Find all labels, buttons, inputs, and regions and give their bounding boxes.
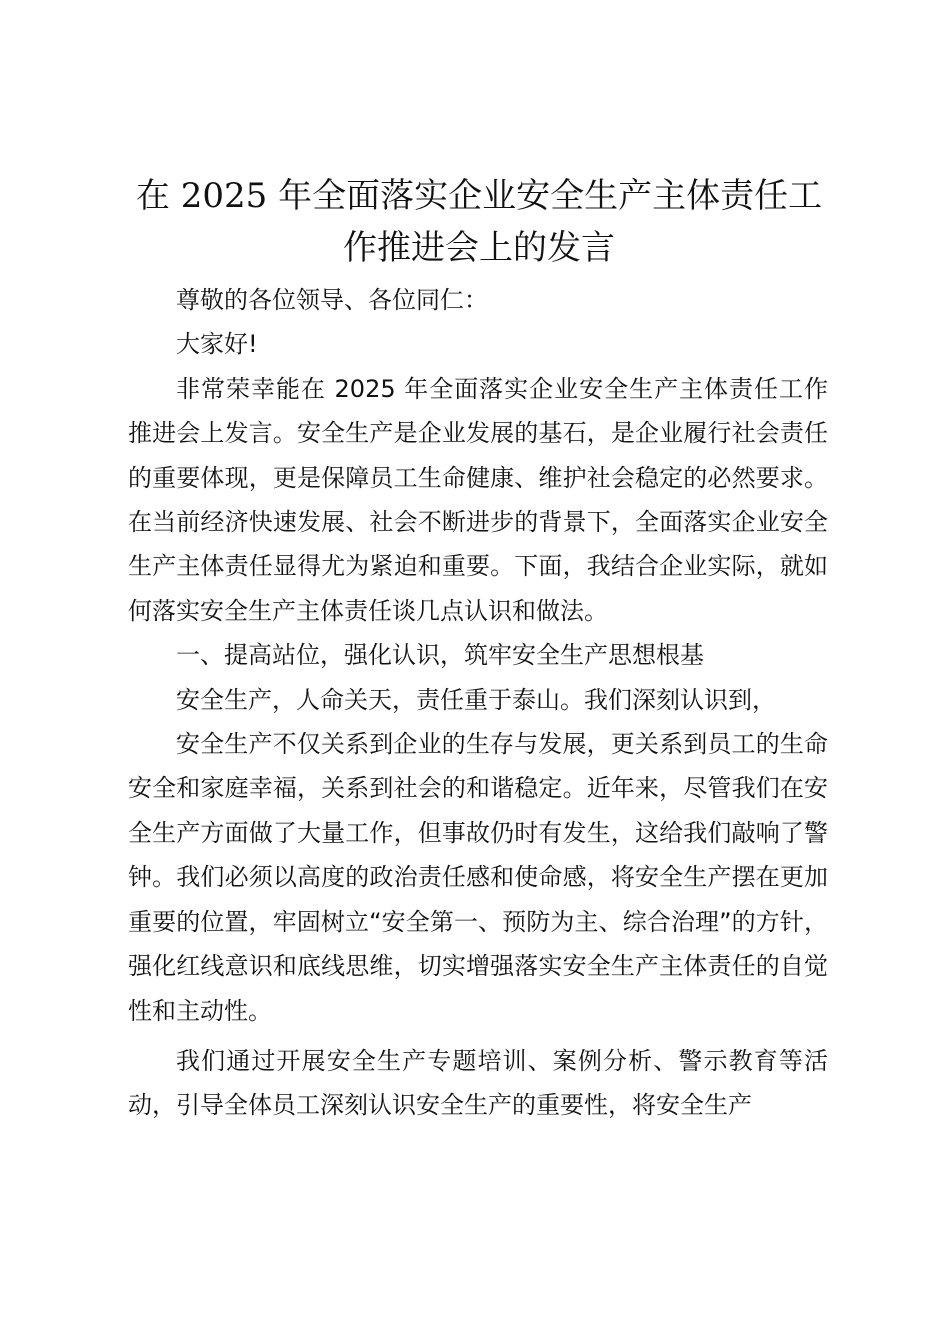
- paragraph-section1-body: 安全生产不仅关系到企业的生存与发展，更关系到员工的生命安全和家庭幸福，关系到社会的和谐稳定。近年来，尽管我们在安全生产方面做了大量工作，但事故仍时有发生，这给我们敲响了警钟。我们必须以高度的政治责任感和使命感，将安全生产摆在更加重要的位置，牢固树立“安全第一、预防为主、综合治理”的方针，强化红线意识和底线思维，切实增强落实安全生产主体责任的自觉性和主动性。: [128, 730, 828, 1025]
- salutation: 尊敬的各位领导、各位同仁：: [176, 286, 488, 314]
- title-line-1: 在 2025 年全面落实企业安全生产主体责任工: [135, 176, 823, 216]
- document-title: [128, 170, 830, 274]
- paragraph-section1-lead: 安全生产，人命关天，责任重于泰山。我们深刻认识到，: [176, 685, 776, 714]
- paragraph-section1-training: 我们通过开展安全生产专题培训、案例分析、警示教育等活动，引导全体员工深刻认识安全生产的重要性，将安全生产: [128, 1046, 828, 1120]
- title-line-2: 作推进会上的发言: [343, 228, 615, 268]
- document-body: [128, 278, 828, 1128]
- greeting: 大家好!: [176, 330, 258, 359]
- paragraph-intro: 非常荣幸能在 2025 年全面落实企业安全生产主体责任工作推进会上发言。安全生产是企业发展的基石，是企业履行社会责任的重要体现，更是保障员工生命健康、维护社会稳定的必然要求。在当前经济快速发展、社会不断进步的背景下，全面落实企业安全生产主体责任显得尤为紧迫和重要。下面，我结合企业实际，就如何落实安全生产主体责任谈几点认识和做法。: [128, 374, 828, 625]
- section-heading-1: 一、提高站位，强化认识，筑牢安全生产思想根基: [176, 641, 704, 670]
